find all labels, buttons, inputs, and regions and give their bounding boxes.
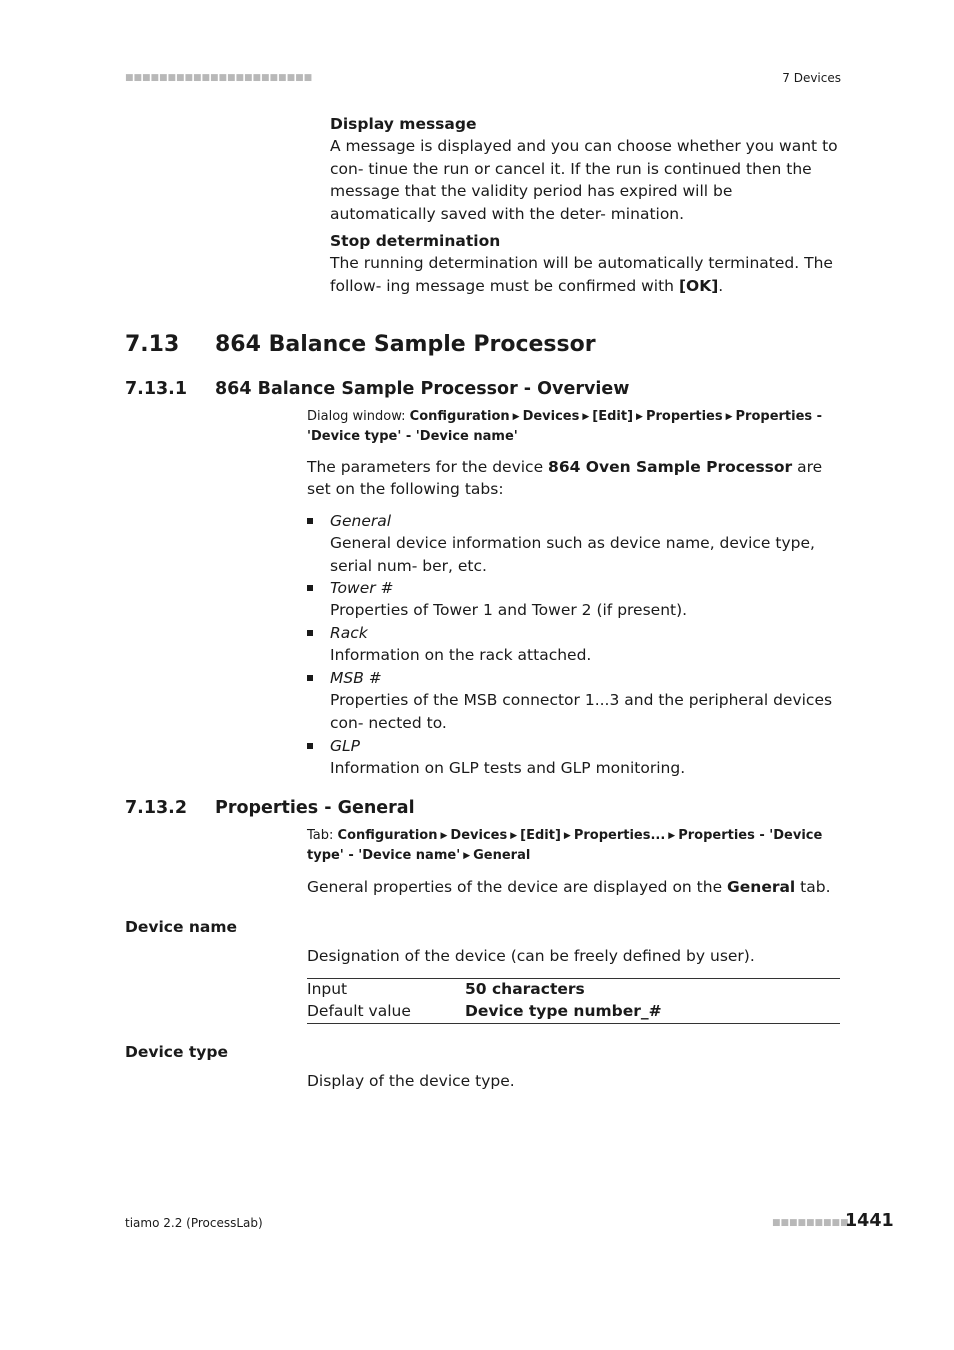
overview-intro: The parameters for the device 864 Oven Sample Processor are set on the following tabs:	[307, 458, 823, 499]
list-item: General General device information such as device name, device type, serial num- ber, etc.	[330, 512, 815, 575]
list-item: MSB # Properties of the MSB connector 1...3 and the peripheral devices con- nected to.	[330, 669, 833, 732]
option-title: Stop determination	[330, 232, 501, 250]
general-intro: General properties of the device are displayed on the General tab.	[307, 878, 831, 896]
option-title: Display message	[330, 115, 477, 133]
option-stop-determination	[330, 230, 842, 297]
subsection-number: 7.13.2	[125, 798, 188, 818]
param-desc: Display of the device type.	[307, 1072, 515, 1090]
dialog-path: Dialog window: Configuration ▶ Devices ▶ [Edit] ▶ Properties ▶ Properties - 'Device type' - 'Device name'	[307, 409, 823, 444]
option-text: A message is displayed and you can choose whether you want to con- tinue the run or cancel it. If the run is continued then the message that the validity period has expired will be automatically saved with the deter- mination.	[330, 137, 838, 223]
footer-decor: ■■■■■■■■■	[772, 1218, 849, 1228]
option-text: The running determination will be automatically terminated. The follow- ing message must be confirmed with [OK].	[330, 254, 833, 295]
bullet-icon	[307, 630, 313, 636]
tab-path: Tab: Configuration ▶ Devices ▶ [Edit] ▶ Properties... ▶ Properties - 'Device type' - 'Device name' ▶ General	[307, 828, 823, 863]
option-display-message	[330, 113, 842, 225]
table-row: Default value Device type number_#	[307, 1002, 662, 1021]
header-chapter: 7 Devices	[782, 71, 841, 85]
table-bottom-rule	[307, 1023, 840, 1024]
subsection-title: Properties - General	[215, 798, 415, 818]
list-item: Rack Information on the rack attached.	[330, 624, 592, 665]
list-item: Tower # Properties of Tower 1 and Tower 2 (if present).	[330, 579, 688, 620]
param-label-device-name: Device name	[125, 918, 238, 936]
bullet-icon	[307, 585, 313, 591]
footer-product: tiamo 2.2 (ProcessLab)	[125, 1216, 263, 1230]
param-label-device-type: Device type	[125, 1043, 229, 1061]
bullet-icon	[307, 518, 313, 524]
subsection-number: 7.13.1	[125, 379, 188, 399]
subsection-title: 864 Balance Sample Processor - Overview	[215, 379, 630, 399]
param-desc: Designation of the device (can be freely defined by user).	[307, 947, 755, 965]
section-number: 7.13	[125, 332, 180, 357]
section-title: 864 Balance Sample Processor	[215, 332, 596, 357]
list-item: GLP Information on GLP tests and GLP monitoring.	[330, 737, 686, 778]
header-decor: ■■■■■■■■■■■■■■■■■■■■■■	[125, 73, 313, 83]
page-number: 1441	[845, 1211, 894, 1231]
bullet-icon	[307, 743, 313, 749]
bullet-icon	[307, 675, 313, 681]
ok-button-ref: [OK]	[678, 276, 719, 295]
table-row: Input 50 characters	[307, 980, 585, 998]
param-table	[307, 978, 840, 1023]
